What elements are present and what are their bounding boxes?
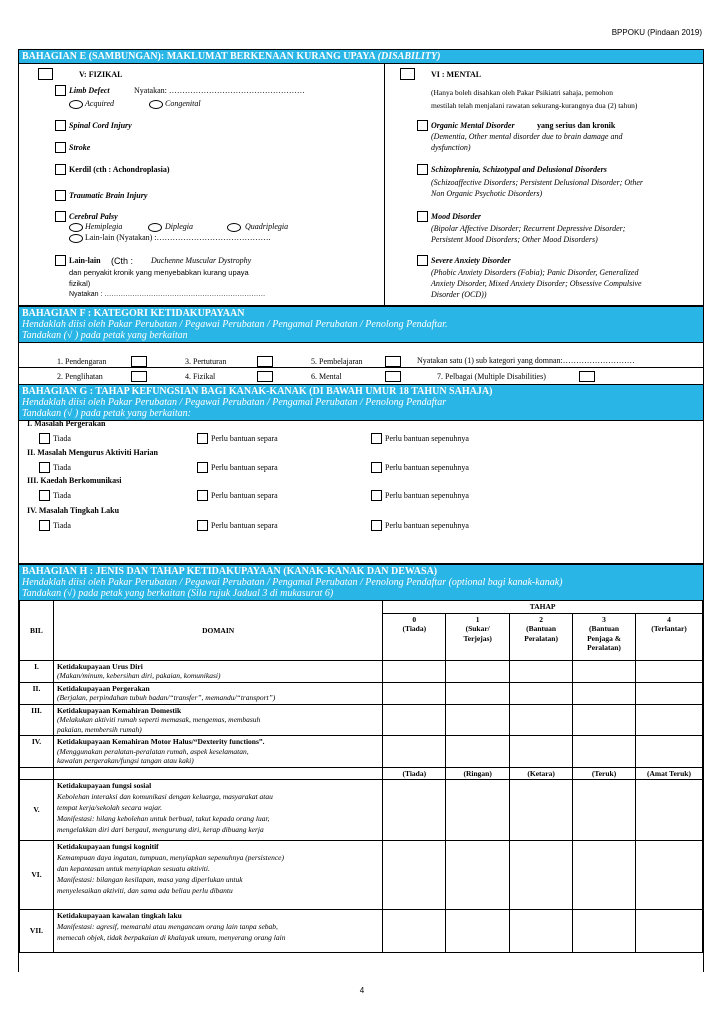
level-cell[interactable] [383,682,446,704]
lain-cth: (Cth : [111,256,134,266]
row-bil: I. [20,660,54,682]
schizo-label: Schizophrenia, Schizotypal and Delusional Disorders [431,165,607,174]
row-domain: Ketidakupayaan kawalan tingkah laku Manifestasi: agresif, memarahi atau mengancam orang lain tanpa sebab, memecah objek, tidak berpakaian di khalayak umum, menyerang orang lain [53,910,382,953]
level-header: 4 (Terlantar) [636,613,703,660]
g-opt-penuh-checkbox[interactable] [371,462,382,473]
omd-checkbox[interactable] [417,120,428,131]
mood-desc-2: Persistent Mood Disorders; Other Mood Disorders) [431,235,598,244]
level-cell[interactable] [510,841,573,910]
cat-5-label: 5. Pembelajaran [311,357,363,366]
level-cell[interactable] [446,910,510,953]
table-row [20,780,703,841]
cat-6-label: 6. Mental [311,372,342,381]
cat-1-checkbox[interactable] [131,356,147,367]
limb-nyatakan: Nyatakan: …………………………………………… [134,86,305,95]
section-f-row2 [18,368,704,384]
g-opt-tiada-checkbox[interactable] [39,490,50,501]
mental-note-2: mestilah telah menjalani rawatan sekurang-kurangnya dua (2) tahun) [431,101,638,110]
severity-header: (Ketara) [510,767,573,780]
section-e-title: BAHAGIAN E (SAMBUNGAN): MAKLUMAT BERKENAAN KURANG UPAYA (DISABILITY) [19,50,703,64]
level-cell[interactable] [510,910,573,953]
row-domain: Ketidakupayaan Kemahiran Motor Halus/“Dexterity functions”. (Menggunakan peralatan-peralatan rumah, aspek keselamatan, kawalan pergerakan/fungsi tangan atau kaki) [53,736,382,768]
form-code: BPPOKU (Pindaan 2019) [611,28,702,37]
level-cell[interactable] [636,660,703,682]
table-row [20,736,703,768]
anxiety-label: Severe Anxiety Disorder [431,256,511,265]
g-opt-separa-checkbox[interactable] [197,490,208,501]
g-opt-tiada-checkbox[interactable] [39,520,50,531]
g-opt-separa-label: Perlu bantuan separa [211,434,278,443]
acquired-radio[interactable] [69,100,83,109]
severity-header: (Tiada) [383,767,446,780]
omd-label: Organic Mental Disorder [431,121,515,130]
table-row [20,682,703,704]
congenital-radio[interactable] [149,100,163,109]
row-domain: Ketidakupayaan Urus Diri (Makan/minum, kebersihan diri, pakaian, komunikasi) [53,660,382,682]
page-number: 4 [359,986,365,995]
cp-checkbox[interactable] [55,211,66,222]
g-opt-tiada-checkbox[interactable] [39,462,50,473]
g-opt-tiada-label: Tiada [53,491,71,500]
mood-checkbox[interactable] [417,211,428,222]
section-f [18,306,704,368]
level-cell[interactable] [383,780,446,841]
table-row [20,841,703,910]
acquired-label: Acquired [85,99,115,108]
level-cell[interactable] [446,660,510,682]
hemiplegia-label: Hemiplegia [85,222,123,231]
g-item-label: IV. Masalah Tingkah Laku [27,506,120,515]
cat-4-checkbox[interactable] [257,371,273,382]
level-header: 2 (Bantuan Peralatan) [510,613,573,660]
bil-header: BIL [20,601,54,661]
section-h [18,564,704,972]
level-cell[interactable] [383,841,446,910]
g-opt-separa-checkbox[interactable] [197,520,208,531]
section-g-title: BAHAGIAN G : TAHAP KEFUNGSIAN BAGI KANAK-KANAK (DI BAWAH UMUR 18 TAHUN SAHAJA) Hendaklah diisi oleh Pakar Perubatan / Pegawai Perubatan / Pengamal Perubatan / Penolong Pendaftar Tandakan (√ ) pada petak yang berkaitan: [19,385,703,421]
diplegia-radio[interactable] [148,223,162,232]
anxiety-desc-1: (Phobic Anxiety Disorders (Fobia); Panic Disorder, Generalized [431,268,639,277]
section-f-title: BAHAGIAN F : KATEGORI KETIDAKUPAYAAN Hendaklah diisi oleh Pakar Perubatan / Pegawai Perubatan / Pengamal Perubatan / Penolong Pendaftar. Tandakan (√ ) pada petak yang berkaitan [19,307,703,343]
level-cell[interactable] [510,780,573,841]
mental-label: VI : MENTAL [431,70,482,79]
level-cell[interactable] [573,736,636,768]
level-cell[interactable] [636,780,703,841]
cat-5-checkbox[interactable] [385,356,401,367]
g-opt-tiada-label: Tiada [53,521,71,530]
severity-header: (Teruk) [573,767,636,780]
g-opt-penuh-label: Perlu bantuan sepenuhnya [385,491,469,500]
level-header: 1 (Sukar/ Terjejas) [446,613,510,660]
kerdil-checkbox[interactable] [55,164,66,175]
level-cell[interactable] [510,660,573,682]
cat-3-label: 3. Pertuturan [185,357,227,366]
level-cell[interactable] [510,704,573,736]
diplegia-label: Diplegia [165,222,193,231]
tahap-header: TAHAP [383,601,703,614]
g-opt-penuh-label: Perlu bantuan sepenuhnya [385,434,469,443]
mental-note-1: (Hanya boleh disahkan oleh Pakar Psikiatri sahaja, pemohon [431,88,614,97]
g-opt-penuh-checkbox[interactable] [371,433,382,444]
level-cell[interactable] [446,841,510,910]
row-bil: IV. [20,736,54,768]
g-opt-tiada-label: Tiada [53,463,71,472]
mental-checkbox[interactable] [400,68,415,80]
g-opt-penuh-checkbox[interactable] [371,520,382,531]
level-header: 0 (Tiada) [383,613,446,660]
level-cell[interactable] [636,704,703,736]
mood-desc-1: (Bipolar Affective Disorder; Recurrent Depressive Disorder; [431,224,626,233]
g-opt-penuh-label: Perlu bantuan sepenuhnya [385,463,469,472]
row-domain: Ketidakupayaan Kemahiran Domestik (Melakukan aktiviti rumah seperti memasak, mengemas, membasuh pakaian, membersih rumah) [53,704,382,736]
lain-line2: dan penyakit kronik yang menyebabkan kurang upaya [69,268,249,277]
schizo-checkbox[interactable] [417,164,428,175]
omd-label-2: yang serius dan kronik [537,121,616,130]
g-opt-separa-label: Perlu bantuan separa [211,521,278,530]
row-bil: V. [20,780,54,841]
cp-label: Cerebral Palsy [69,212,118,221]
row-domain: Ketidakupayaan fungsi kognitif Kemampuan daya ingatan, tumpuan, menyiapkan sepenuhnya (persistence) dan kepantasan untuk menyiapkan sesuatu aktiviti. Manifestasi: bilangan kesilapan, masa yang diperlukan untuk menyelesaikan aktiviti, dan sama ada beliau perlu dibantu [53,841,382,910]
lain-lain-label: Lain-lain [69,256,101,265]
section-e [18,49,704,306]
level-cell[interactable] [510,682,573,704]
dominant-subcategory: Nyatakan satu (1) sub kategori yang domnan:……………………… [417,356,635,365]
table-row [20,704,703,736]
schizo-desc-2: Non Organic Psychotic Disorders) [431,189,543,198]
cat-4-label: 4. Fizikal [185,372,216,381]
cat-7-label: 7. Pelbagai (Multiple Disabilities) [437,372,546,381]
cat-1-label: 1. Pendengaran [57,357,107,366]
level-cell[interactable] [573,682,636,704]
quadriplegia-radio[interactable] [227,223,241,232]
quadriplegia-label: Quadriplegia [245,222,289,231]
lain-dmd: Duchenne Muscular Dystrophy [151,256,252,265]
level-cell[interactable] [573,660,636,682]
level-cell[interactable] [383,910,446,953]
hemiplegia-radio[interactable] [69,223,83,232]
disability-table [19,600,703,953]
anxiety-desc-3: Disorder (OCD)) [431,290,487,299]
tbi-checkbox[interactable] [55,190,66,201]
row-bil: II. [20,682,54,704]
level-cell[interactable] [446,682,510,704]
lain-lain-checkbox[interactable] [55,255,66,266]
row-domain: Ketidakupayaan Pergerakan (Berjalan, perpindahan tubuh badan/“transfer”, memandu/“transport”) [53,682,382,704]
g-item-label: III. Kaedah Berkomunikasi [27,476,122,485]
cat-3-checkbox[interactable] [257,356,273,367]
lain-nyatakan: Nyatakan : …………………………………………………………… [69,291,266,298]
g-opt-separa-checkbox[interactable] [197,462,208,473]
cat-2-label: 2. Penglihatan [57,372,103,381]
level-cell[interactable] [446,736,510,768]
severity-header: (Amat Teruk) [636,767,703,780]
row-domain: Ketidakupayaan fungsi sosial Kebolehan interaksi dan komunikasi dengan keluarga, masyarakat atau tempat kerja/sekolah secara wajar. Manifestasi: hilang kebolehan untuk berbual, takut kepada orang luar, mengelakkan diri dari bergaul, mengurung diri, kerap dibuang kerja [53,780,382,841]
level-cell[interactable] [383,736,446,768]
cat-7-checkbox[interactable] [579,371,595,382]
cp-lain-radio[interactable] [69,234,83,243]
schizo-desc-1: (Schizoaffective Disorders; Persistent Delusional Disorder; Other [431,178,644,187]
limb-defect-label: Limb Defect [69,86,110,95]
anxiety-checkbox[interactable] [417,255,428,266]
level-cell[interactable] [446,704,510,736]
level-cell[interactable] [446,780,510,841]
cp-lain-label: Lain-lain (Nyatakan) :……………………………………. [85,233,271,242]
level-cell[interactable] [636,736,703,768]
spinal-checkbox[interactable] [55,120,66,131]
fizikal-checkbox[interactable] [38,68,53,80]
g-opt-tiada-label: Tiada [53,434,71,443]
omd-desc-2: dysfunction) [431,143,471,152]
table-row [20,910,703,953]
g-opt-separa-checkbox[interactable] [197,433,208,444]
cat-2-checkbox[interactable] [131,371,147,382]
level-cell[interactable] [510,736,573,768]
g-opt-separa-label: Perlu bantuan separa [211,491,278,500]
cat-6-checkbox[interactable] [385,371,401,382]
kerdil-label: Kerdil (cth : Achondroplasia) [69,165,170,174]
level-cell[interactable] [573,704,636,736]
level-header: 3 (Bantuan Penjaga & Peralatan) [573,613,636,660]
mood-label: Mood Disorder [431,212,482,221]
g-opt-penuh-checkbox[interactable] [371,490,382,501]
omd-desc-1: (Dementia, Other mental disorder due to brain damage and [431,132,623,141]
severity-header: (Ringan) [446,767,510,780]
level-cell[interactable] [636,910,703,953]
table-row [20,660,703,682]
stroke-checkbox[interactable] [55,142,66,153]
level-cell[interactable] [573,910,636,953]
row-bil: III. [20,704,54,736]
lain-line3: fizikal) [69,279,91,288]
level-cell[interactable] [573,780,636,841]
anxiety-desc-2: Anxiety Disorder, Mixed Anxiety Disorder; Obsessive Compulsive [431,279,642,288]
fizikal-label: V: FIZIKAL [79,70,123,79]
g-opt-separa-label: Perlu bantuan separa [211,463,278,472]
limb-defect-checkbox[interactable] [55,85,66,96]
level-cell[interactable] [636,841,703,910]
g-item-label: II. Masalah Mengurus Aktiviti Harian [27,448,158,457]
section-g [18,384,704,564]
g-opt-penuh-label: Perlu bantuan sepenuhnya [385,521,469,530]
section-h-title: BAHAGIAN H : JENIS DAN TAHAP KETIDAKUPAYAAN (KANAK-KANAK DAN DEWASA) Hendaklah diisi oleh Pakar Perubatan / Pegawai Perubatan / Pengamal Perubatan / Penolong Pendaftar (optional bagi kanak-kanak) Tandakan (√) pada petak yang berkaitan (Sila rujuk Jadual 3 di mukasurat 6) [19,565,703,600]
spinal-label: Spinal Cord Injury [69,121,132,130]
g-item-label: I. Masalah Pergerakan [27,419,106,428]
congenital-label: Congenital [165,99,201,108]
level-cell[interactable] [383,704,446,736]
domain-header: DOMAIN [53,601,382,661]
g-opt-tiada-checkbox[interactable] [39,433,50,444]
tbi-label: Traumatic Brain Injury [69,191,148,200]
stroke-label: Stroke [69,143,91,152]
row-bil: VI. [20,841,54,910]
level-cell[interactable] [636,682,703,704]
level-cell[interactable] [383,660,446,682]
level-cell[interactable] [573,841,636,910]
row-bil: VII. [20,910,54,953]
